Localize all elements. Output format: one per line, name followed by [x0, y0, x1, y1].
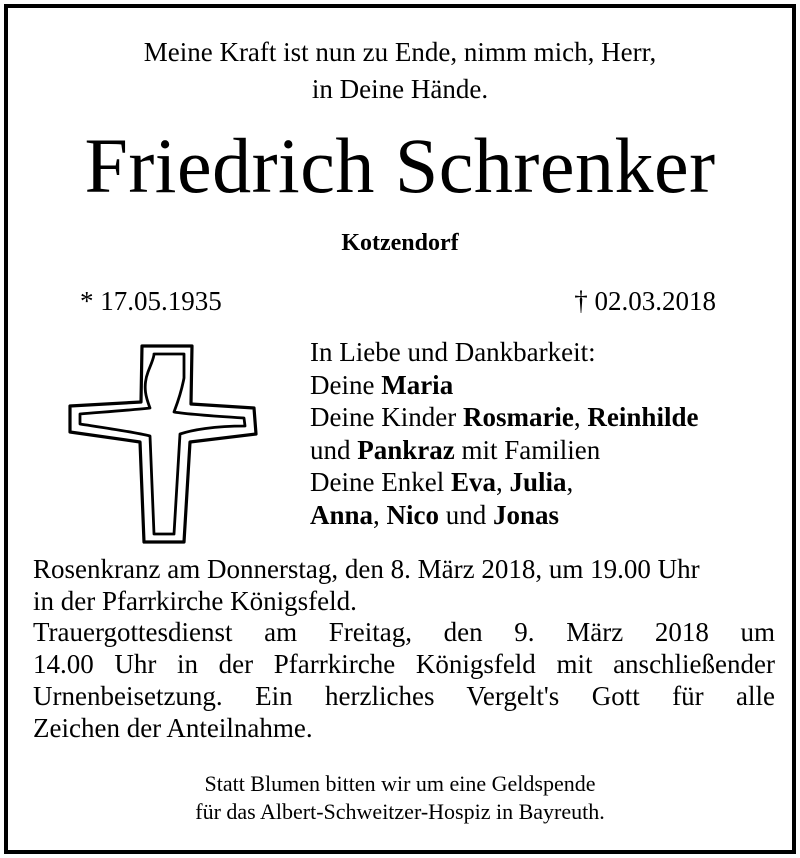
cross-icon: [64, 342, 264, 547]
family-grandchild-4: Nico: [386, 499, 440, 530]
funeral-line-1: Trauergottesdienst am Freitag, den 9. März 2018 um: [33, 617, 775, 648]
deceased-place: Kotzendorf: [341, 230, 459, 256]
family-grandchildren-prefix: Deine Enkel: [310, 467, 451, 497]
deceased-name: Friedrich Schrenker: [84, 122, 716, 209]
donation-note: [8, 770, 792, 826]
family-and-prefix: und: [310, 434, 358, 465]
family-child-3: Pankraz: [357, 434, 455, 465]
family-wife: Maria: [381, 369, 454, 400]
motto-line-2: in Deine Hände.: [311, 74, 489, 104]
motto-line-1: Meine Kraft ist nun zu Ende, nimm mich, Herr,: [143, 37, 657, 67]
family-intro: In Liebe und Dankbarkeit:: [310, 337, 596, 367]
obituary-frame: [4, 4, 796, 854]
service-info: [33, 554, 775, 744]
family-grandchild-sep-2: ,: [566, 467, 574, 497]
funeral-line-4: Zeichen der Anteilnahme.: [33, 712, 313, 743]
family-children-prefix: Deine Kinder: [310, 402, 463, 432]
family-grandchildren-line-2: [310, 499, 698, 532]
family-grandchild-5: Jonas: [493, 499, 560, 530]
family-grandchild-3: Anna: [310, 499, 374, 530]
motto: [8, 34, 792, 108]
death-date: † 02.03.2018: [574, 286, 716, 316]
family-grandchild-sep-3: ,: [373, 499, 387, 530]
family-grandchild-1: Eva: [450, 467, 496, 497]
family-and: und: [439, 499, 494, 530]
family-list: [310, 336, 698, 531]
family-child-2: Reinhilde: [587, 402, 699, 432]
family-children-sep: ,: [573, 402, 588, 432]
donation-line-2: für das Albert-Schweitzer-Hospiz in Bayreuth.: [195, 799, 605, 824]
rosary-line-1: Rosenkranz am Donnerstag, den 8. März 2018, um 19.00 Uhr: [33, 554, 700, 584]
family-with-families: mit Familien: [454, 434, 601, 465]
family-grandchild-sep-1: ,: [495, 467, 510, 497]
family-children-line-2: [310, 434, 698, 467]
birth-date: * 17.05.1935: [80, 286, 222, 316]
donation-line-1: Statt Blumen bitten wir um eine Geldspende: [204, 771, 596, 796]
rosary-line-2: in der Pfarrkirche Königsfeld.: [33, 585, 357, 616]
family-grandchild-2: Julia: [509, 467, 567, 497]
family-wife-prefix: Deine: [310, 369, 382, 400]
family-children-line: [310, 401, 698, 434]
family-wife-line: [310, 369, 698, 402]
family-grandchildren-line: [310, 466, 698, 499]
family-child-1: Rosmarie: [462, 402, 574, 432]
funeral-line-3: Urnenbeisetzung. Ein herzliches Vergelt's Gott für alle: [33, 680, 775, 711]
funeral-line-2: 14.00 Uhr in der Pfarrkirche Königsfeld mit anschließender: [33, 649, 775, 680]
